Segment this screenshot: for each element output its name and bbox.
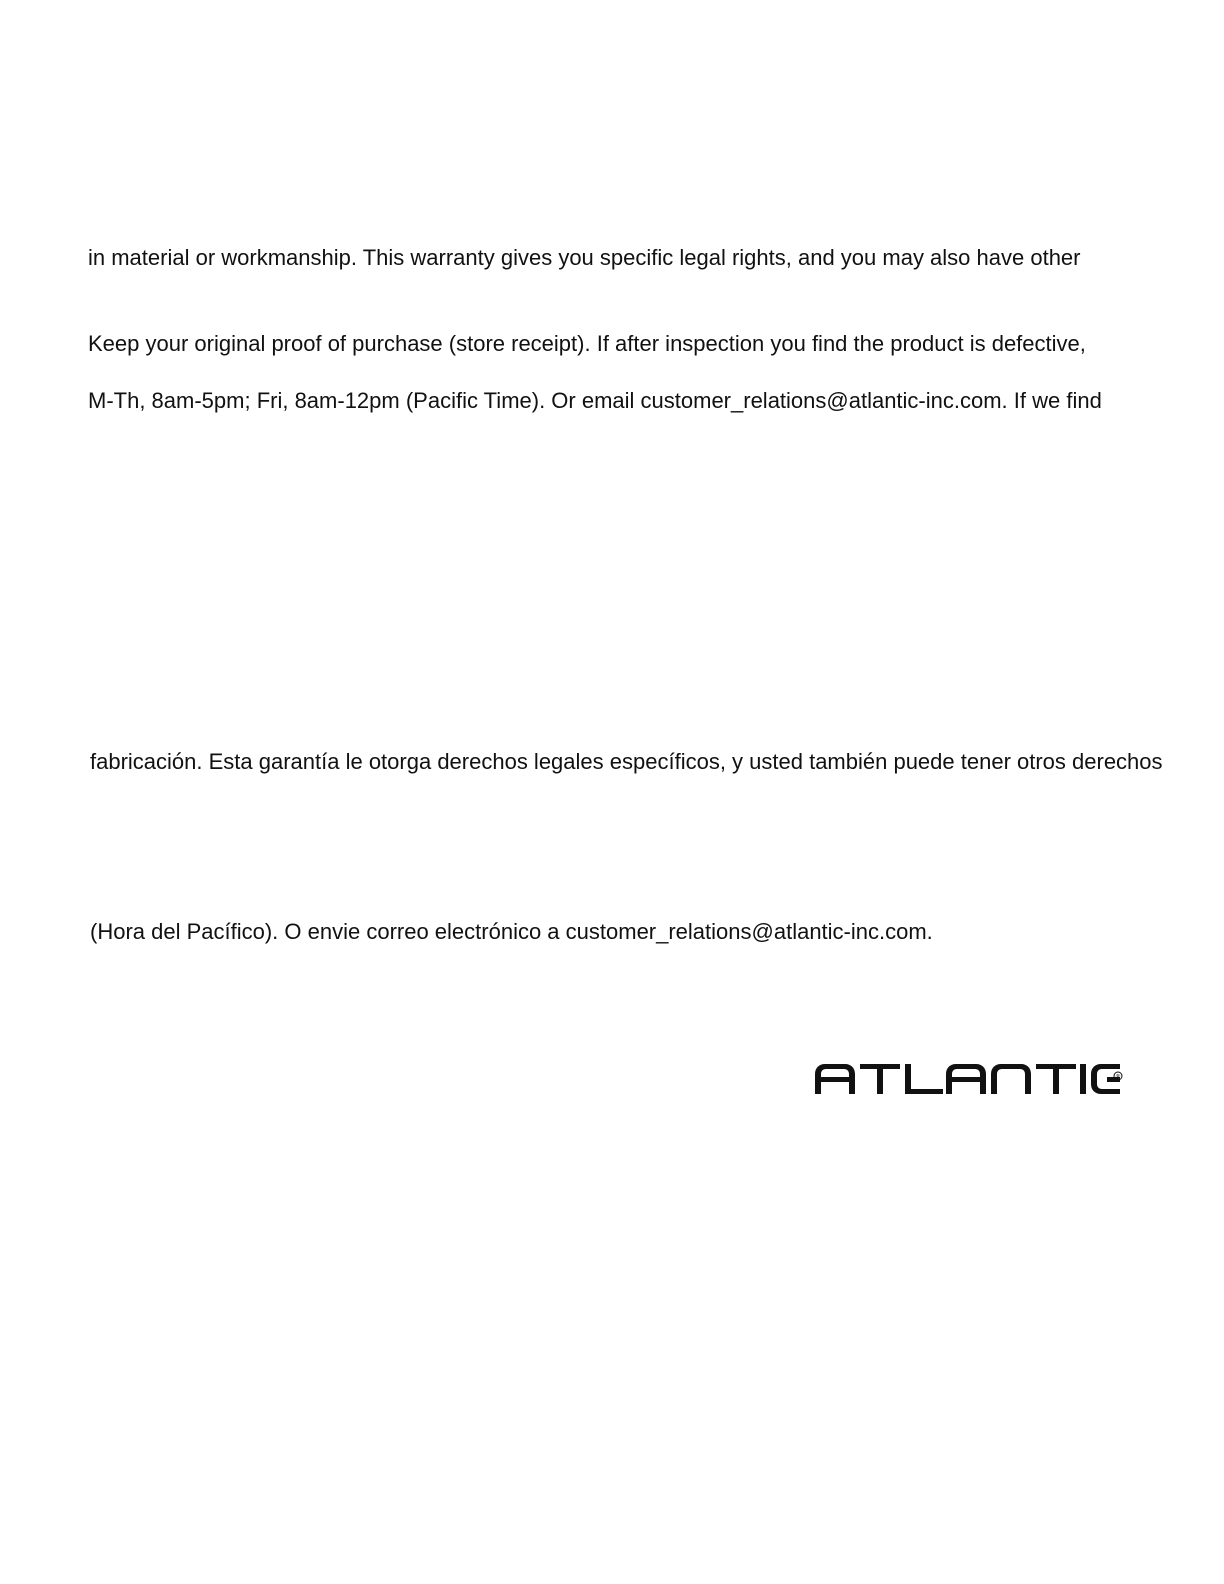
svg-text:®: ® <box>1115 1073 1121 1081</box>
logo-letter-a <box>815 1064 855 1094</box>
warranty-text-line-spanish: fabricación. Esta garantía le otorga derechos legales específicos, y usted también puede tener otros derechos <box>90 749 1163 774</box>
logo-letter-t <box>860 1064 900 1094</box>
warranty-text-line-spanish: (Hora del Pacífico). O envie correo electrónico a customer_relations@atlantic-inc.com. <box>90 919 933 944</box>
warranty-text-line: M-Th, 8am-5pm; Fri, 8am-12pm (Pacific Time). Or email customer_relations@atlantic-inc.com. If we find <box>88 388 1102 413</box>
logo-letter-n <box>991 1064 1031 1094</box>
logo-letter-i <box>1080 1064 1086 1094</box>
warranty-text-line: in material or workmanship. This warranty gives you specific legal rights, and you may also have other <box>88 245 1081 270</box>
logo-letter-l <box>905 1064 943 1094</box>
registered-mark-icon <box>1114 1072 1122 1081</box>
logo-letter-t <box>1036 1064 1076 1094</box>
atlantic-logo <box>815 1064 1125 1094</box>
logo-letter-a <box>946 1064 986 1094</box>
warranty-text-line: Keep your original proof of purchase (store receipt). If after inspection you find the product is defective, <box>88 331 1086 356</box>
